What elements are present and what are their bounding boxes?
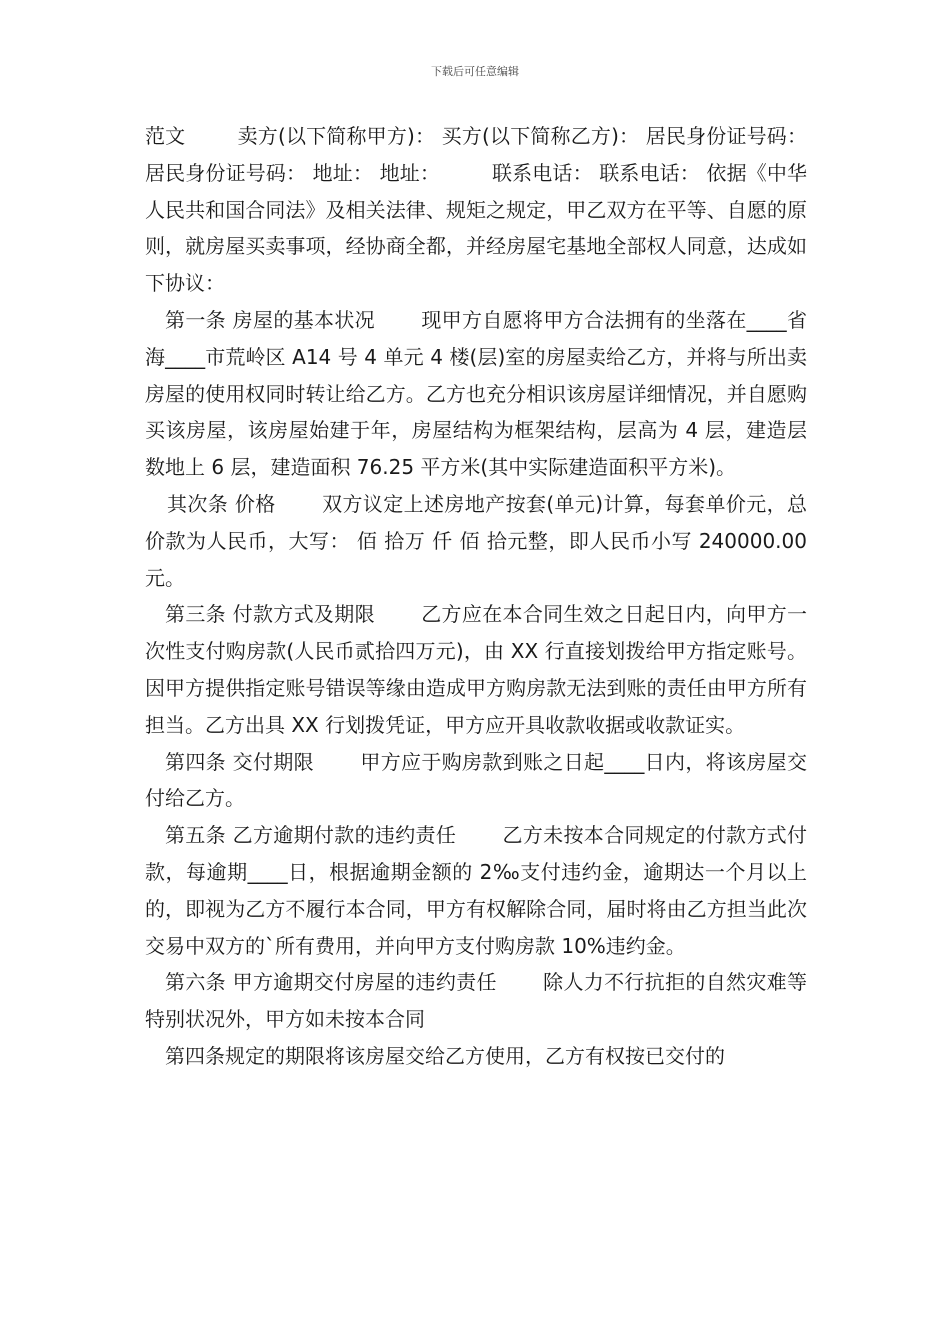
article-heading: 第六条 甲方逾期交付房屋的违约责任: [165, 970, 497, 995]
article-text: 现甲方自愿将甲方合法拥有的坐落在____省海____市荒岭区 A14 号 4 单元 4 楼(层)室的房屋卖给乙方，并将与所出卖房屋的使用权同时转让给乙方。乙方也充分相识该房屋详细情况，并自愿购买该房屋，该房屋始建于年，房屋结构为框架结构，层高为 4 层，建造层数地上 6 层，建造面积 76.25 平方米(其中实际建造面积平方米)。: [145, 307, 807, 480]
article-6: [145, 964, 807, 1038]
article-6-continued: [145, 1038, 807, 1075]
article-text: 除人力不行抗拒的自然灾难等特别状况外，甲方如未按本合同: [145, 970, 808, 1032]
article-5: [145, 817, 807, 964]
article-heading: 第一条 房屋的基本状况: [165, 307, 376, 332]
contract-intro: [145, 118, 814, 302]
article-heading: 第三条 付款方式及期限: [165, 602, 375, 627]
article-text: 乙方应在本合同生效之日起日内，向甲方一次性支付购房款(人民币贰拾四万元)，由 XX 行直接划拨给甲方指定账号。因甲方提供指定账号错误等缘由造成甲方购房款无法到账的责任由甲方所有担当。乙方出具 XX 行划拨凭证，甲方应开具收款收据或收款证实。: [145, 602, 808, 737]
article-heading: 第四条 交付期限: [165, 749, 315, 774]
article-4: [145, 744, 807, 818]
page-header: 下载后可任意编辑: [431, 65, 519, 78]
article-1: [145, 302, 807, 486]
article-2: [145, 486, 807, 596]
article-heading: 其次条 价格: [167, 491, 276, 516]
article-3: [145, 596, 807, 743]
article-text: 第四条规定的期限将该房屋交给乙方使用，乙方有权按已交付的: [165, 1043, 725, 1068]
article-text: 乙方未按本合同规定的付款方式付款，每逾期____日，根据逾期金额的 2‰支付违约金，逾期达一个月以上的，即视为乙方不履行本合同，甲方有权解除合同，届时将由乙方担当此次交易中双方的`所有费用，并向甲方支付购房款 10%违约金。: [145, 823, 808, 958]
intro-text: 范文 卖方(以下简称甲方)： 买方(以下简称乙方)： 居民身份证号码： 居民身份证号码： 地址： 地址： 联系电话： 联系电话： 依据《中华人民共和国合同法》及相关法律、规矩之规定，甲乙双方在平等、自愿的原则，就房屋买卖事项，经协商全都，并经房屋宅基地全部权人同意，达成如下协议：: [145, 124, 814, 296]
article-text: 双方议定上述房地产按套(单元)计算，每套单价元，总价款为人民币，大写： 佰 拾万 仟 佰 拾元整，即人民币小写 240000.00 元。: [145, 491, 807, 590]
contract-body: [145, 118, 814, 1075]
article-text: 甲方应于购房款到账之日起____日内，将该房屋交付给乙方。: [145, 749, 808, 811]
article-heading: 第五条 乙方逾期付款的违约责任: [165, 823, 457, 848]
